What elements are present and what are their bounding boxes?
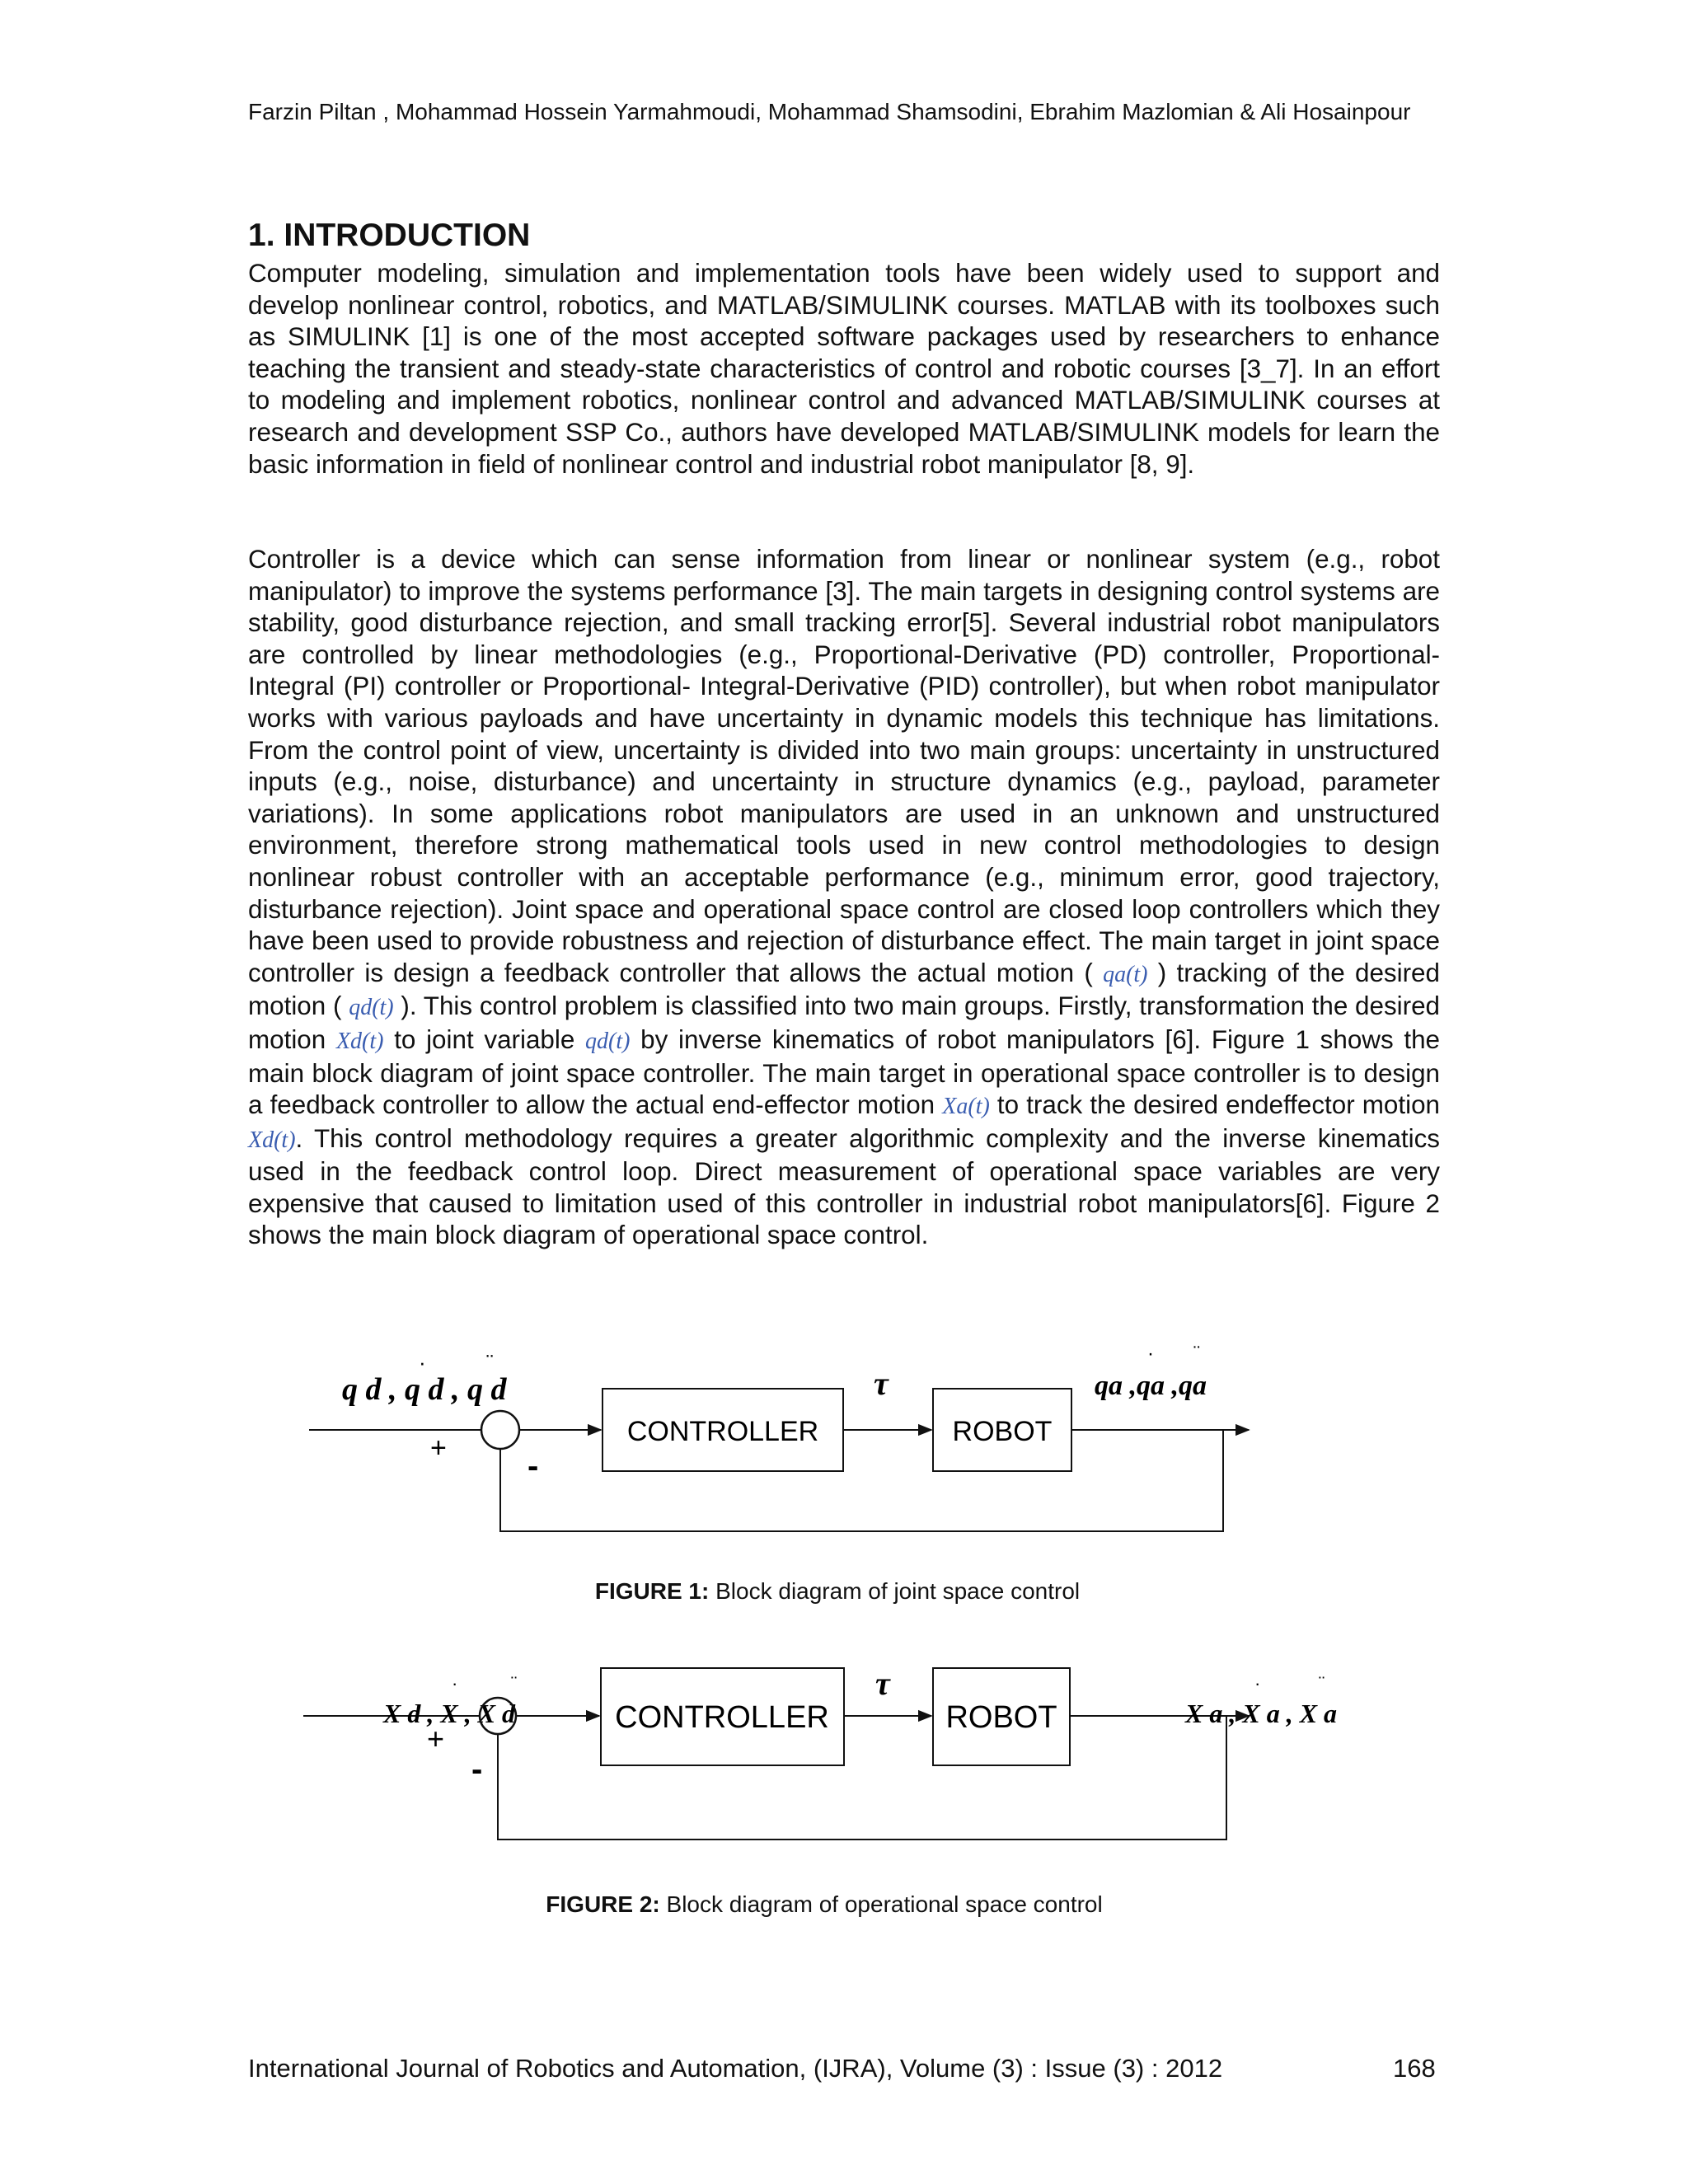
fig1-dot: ·: [419, 1350, 426, 1375]
fig1-tau-label: τ: [874, 1365, 889, 1402]
fig2-robot-label: ROBOT: [945, 1700, 1057, 1735]
fig2-feedback-line: [498, 1716, 1226, 1840]
fig2-ddot: ¨: [511, 1673, 518, 1694]
fig1-out-ddot: ¨: [1193, 1343, 1200, 1365]
fig1-minus-sign: -: [528, 1448, 539, 1484]
fig2-out-dot: ·: [1254, 1673, 1261, 1694]
figure-2-block-diagram: [0, 1657, 1688, 1863]
figure-1-block-diagram: [0, 1335, 1688, 1549]
fig1-feedback-line: [500, 1430, 1223, 1531]
fig1-controller-label: CONTROLLER: [626, 1416, 819, 1447]
fig2-dot: ·: [452, 1673, 458, 1694]
fig2-plus-sign: +: [427, 1722, 445, 1755]
fig2-minus-sign: -: [471, 1751, 483, 1788]
fig2-caption-label: FIGURE 2:: [546, 1891, 660, 1917]
intro-paragraph-1: Computer modeling, simulation and implementation tools have been widely used to support and develop nonlinear control, robotics, and MATLAB/SIMULINK courses. MATLAB with its toolboxes such as SIMULINK [1] is one of the most accepted software packages used by researchers to enhance teaching the transient and steady-state characteristics of control and robotic courses [3_7]. In an effort to modeling and implement robotics, nonlinear control and advanced MATLAB/SIMULINK courses at research and development SSP Co., authors have developed MATLAB/SIMULINK models for learn the basic information in field of nonlinear control and industrial robot manipulator [8, 9].: [248, 259, 1440, 479]
fig2-caption-text: Block diagram of operational space control: [659, 1891, 1103, 1917]
symbol-Xd-t: Xd(t): [335, 1028, 384, 1054]
fig2-out-ddot: ¨: [1319, 1673, 1325, 1694]
fig1-caption-text: Block diagram of joint space control: [709, 1578, 1081, 1604]
p2-text-6: to track the desired endeffector motion: [996, 1090, 1440, 1120]
symbol-qd-t-2: qd(t): [585, 1028, 631, 1054]
figure-1-caption: [0, 1578, 1681, 1605]
fig1-caption-label: FIGURE 1:: [594, 1578, 710, 1604]
fig1-output-label: qa ,qa ,qa: [1095, 1371, 1207, 1401]
fig1-ddot: ¨: [486, 1350, 494, 1375]
fig2-controller-label: CONTROLLER: [615, 1700, 829, 1735]
running-header: Farzin Piltan , Mohammad Hossein Yarmahmoudi, Mohammad Shamsodini, Ebrahim Mazlomian & Ali Hosainpour: [248, 99, 1411, 124]
section-title: 1. INTRODUCTION: [248, 218, 531, 253]
symbol-qa-t: qa(t): [1103, 961, 1148, 987]
fig2-tau-label: τ: [875, 1665, 890, 1702]
symbol-qd-t: qd(t): [349, 995, 394, 1021]
symbol-Xd-t-2: Xd(t): [248, 1127, 296, 1153]
p2-text-7: . This control methodology requires a greater algorithmic complexity and the inverse kinematics used in the feedback control loop. Direct measurement of operational space variables are very expensive that caused to limitation used of this controller in industrial robot manipulators[6]. Figure 2 shows the main block diagram of operational space control.: [248, 1123, 1440, 1250]
fig2-output-label: X a , X a , X a: [1185, 1699, 1338, 1728]
p2-text-5: by inverse kinematics of robot manipulators [6]. Figure 1 shows the main block diagram of joint space controller. The main target in operational space controller is to design a feedback controller to allow the actual end-effector motion: [248, 1024, 1440, 1120]
p2-text-3: ). This control problem is classified into two main groups. Firstly, transformation the desired motion: [248, 991, 1440, 1054]
fig1-plus-sign: +: [430, 1432, 447, 1464]
figure-2-caption: [0, 1891, 1668, 1918]
page-number: 168: [1393, 2054, 1436, 2083]
journal-footer: International Journal of Robotics and Automation, (IJRA), Volume (3) : Issue (3) : 2012: [248, 2054, 1223, 2083]
fig1-robot-label: ROBOT: [952, 1416, 1053, 1447]
p2-text-1: Controller is a device which can sense information from linear or nonlinear system (e.g., robot manipulator) to improve the systems performance [3]. The main targets in designing control systems are stability, good disturbance rejection, and small tracking error[5]. Several industrial robot manipulators are controlled by linear methodologies (e.g., Proportional-Derivative (PD) controller, Proportional- Integral (PI) controller or Proportional- Integral-Derivative (PID) controller), but when robot manipulator works with various payloads and have uncertainty in dynamic models this technique has limitations. From the control point of view, uncertainty is divided into two main groups: uncertainty in unstructured inputs (e.g., noise, disturbance) and uncertainty in structure dynamics (e.g., payload, parameter variations). In some applications robot manipulators are used in an unknown and unstructured environment, therefore strong mathematical tools used in new control methodologies to design nonlinear robust controller with an acceptable performance (e.g., minimum error, good trajectory, disturbance rejection). Joint space and operational space control are closed loop controllers which they have been used to provide robustness and rejection of disturbance effect. The main target in joint space controller is design a feedback controller that allows the actual motion (: [248, 545, 1440, 987]
p2-text-2: ) tracking of the desired motion (: [248, 958, 1440, 1021]
fig1-input-text: q d , q d , q d: [342, 1372, 507, 1407]
fig2-input-label: X d , X , X d: [383, 1699, 516, 1728]
intro-paragraph-2: [248, 544, 1440, 1252]
p2-text-4: to joint variable: [394, 1024, 575, 1054]
symbol-Xa-t: Xa(t): [942, 1094, 990, 1120]
fig1-out-dot: ·: [1147, 1343, 1154, 1365]
fig1-summing-junction: [481, 1411, 519, 1449]
fig1-input-label: [342, 1350, 508, 1407]
